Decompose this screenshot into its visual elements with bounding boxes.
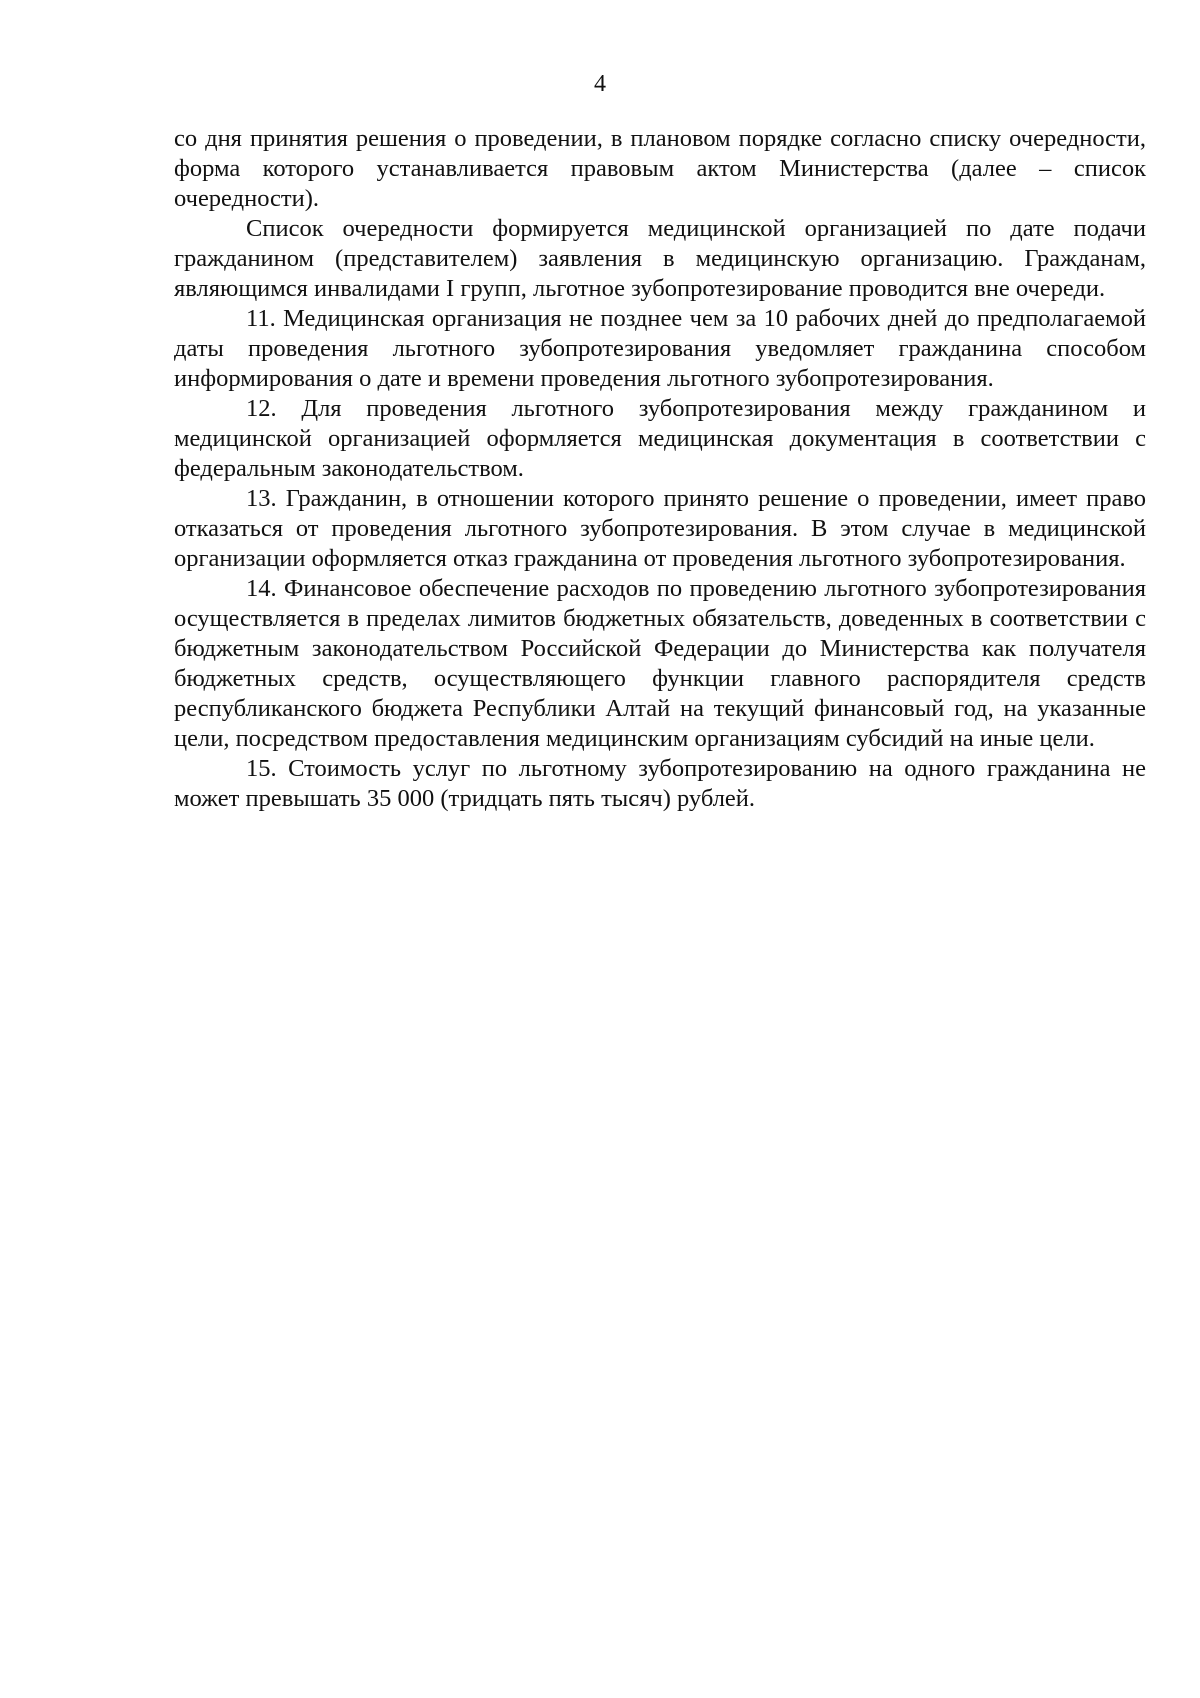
paragraph-item-13: 13. Гражданин, в отношении которого принято решение о проведении, имеет право отказаться от проведения льготного зубопротезирования. В этом случае в медицинской организации оформляется отказ гражданина от проведения льготного зубопротезирования.	[174, 485, 1146, 572]
document-body	[174, 124, 1146, 814]
paragraph-queue-list: Список очередности формируется медицинской организацией по дате подачи гражданином (представителем) заявления в медицинскую организацию. Гражданам, являющимся инвалидами I групп, льготное зубопротезирование проводится вне очереди.	[174, 215, 1146, 302]
page-number: 4	[594, 71, 606, 97]
paragraph-item-11: 11. Медицинская организация не позднее чем за 10 рабочих дней до предполагаемой даты проведения льготного зубопротезирования уведомляет гражданина способом информирования о дате и времени проведения льготного зубопротезирования.	[174, 305, 1146, 392]
paragraph-item-14: 14. Финансовое обеспечение расходов по проведению льготного зубопротезирования осуществляется в пределах лимитов бюджетных обязательств, доведенных в соответствии с бюджетным законодательством Российской Федерации до Министерства как получателя бюджетных средств, осуществляющего функции главного распорядителя средств республиканского бюджета Республики Алтай на текущий финансовый год, на указанные цели, посредством предоставления медицинским организациям субсидий на иные цели.	[174, 575, 1146, 752]
paragraph-item-12: 12. Для проведения льготного зубопротезирования между гражданином и медицинской организацией оформляется медицинская документация в соответствии с федеральным законодательством.	[174, 395, 1146, 482]
paragraph-item-15: 15. Стоимость услуг по льготному зубопротезированию на одного гражданина не может превышать 35 000 (тридцать пять тысяч) рублей.	[174, 755, 1146, 812]
paragraph-continuation: со дня принятия решения о проведении, в плановом порядке согласно списку очередности, форма которого устанавливается правовым актом Министерства (далее – список очередности).	[174, 125, 1146, 212]
